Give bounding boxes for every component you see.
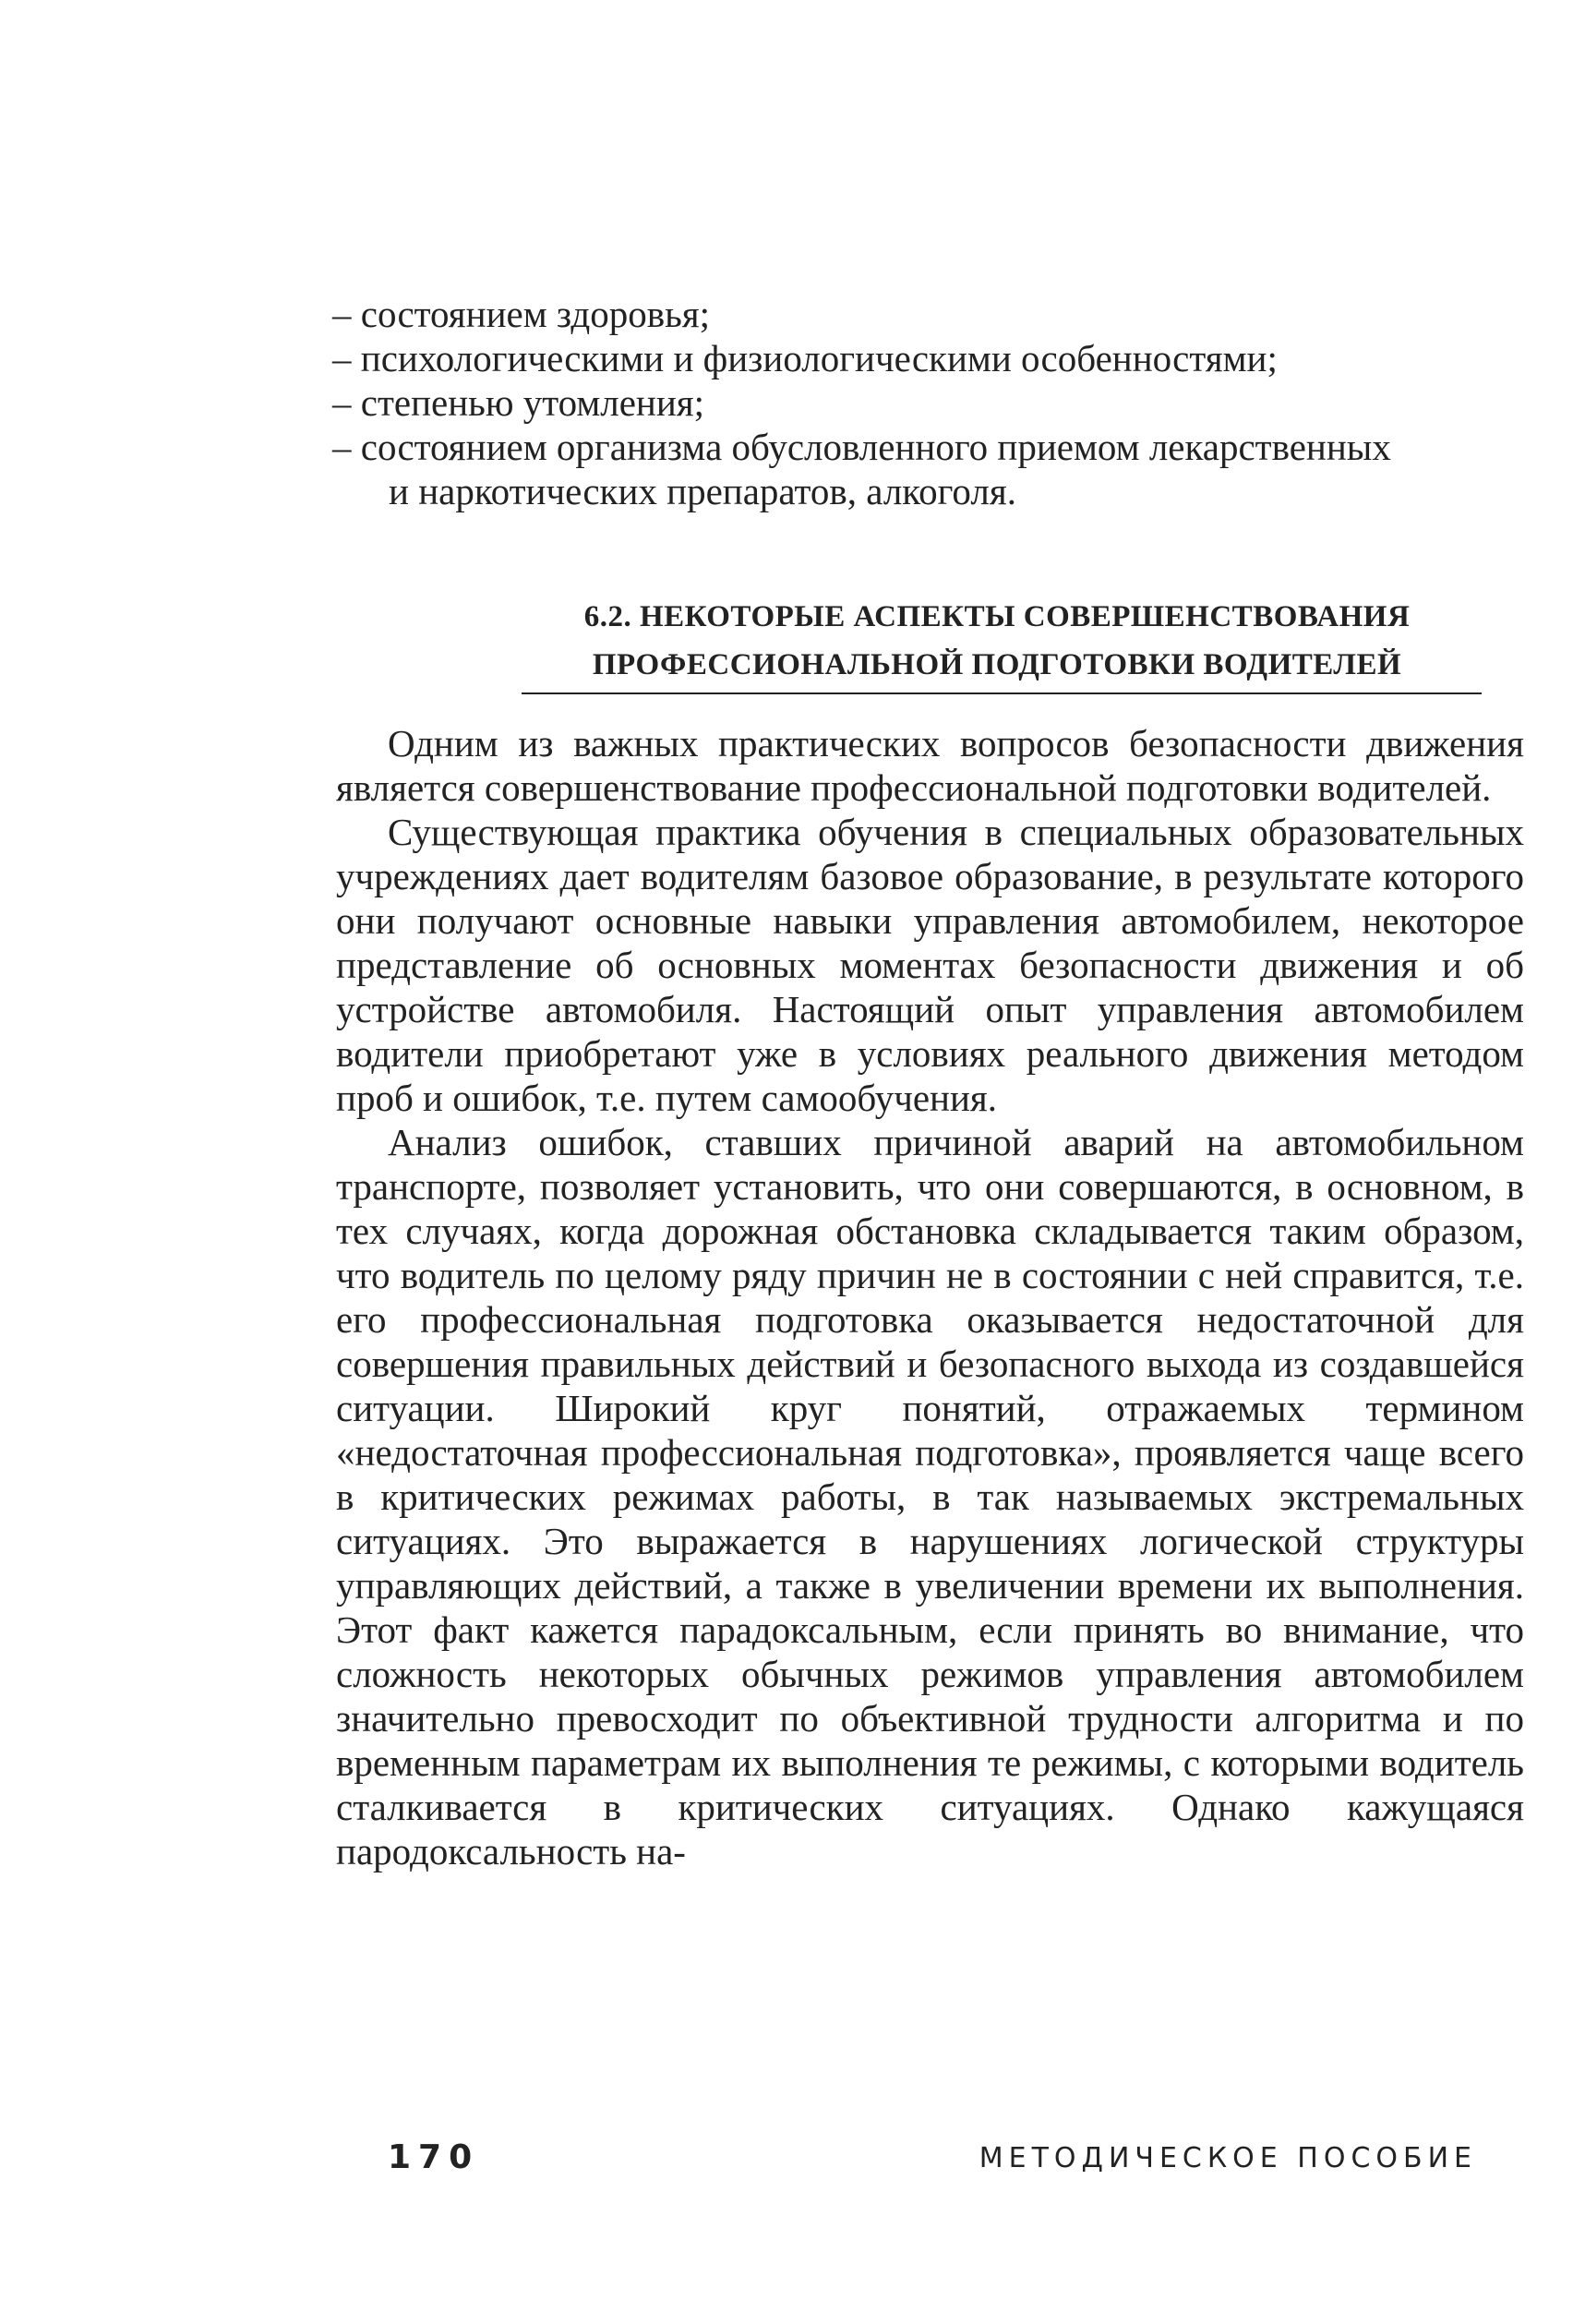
heading-underline [522, 692, 1482, 694]
page-number: 170 [388, 2138, 480, 2176]
list-item: – степенью утомления; [332, 381, 705, 424]
list-item-continuation: и наркотических препаратов, алкоголя. [389, 470, 1016, 512]
body-text [336, 721, 1524, 1873]
list-item: – психологическими и физиологическими особенностями; [332, 337, 1278, 379]
section-heading [512, 593, 1482, 689]
list-item: – состоянием организма обусловленного приемом лекарственных [332, 426, 1391, 468]
section-heading-line-2: ПРОФЕССИОНАЛЬНОЙ ПОДГОТОВКИ ВОДИТЕЛЕЙ [592, 648, 1402, 681]
list-item: – состоянием здоровья; [332, 293, 711, 335]
paragraph: Анализ ошибок, ставших причиной аварий на автомобильном транспорте, позволяет установить, что они совершаются, в основном, в тех случаях, когда дорожная обстановка складывается таким образом, что водитель по целому ряду причин не в состоянии с ней справится, т.е. его профессиональная подготовка оказывается недостаточной для совершения правильных действий и безопасного выхода из создавшейся ситуации. Широкий круг понятий, отражаемых термином «недостаточная профессиональная подготовка», проявляется чаще всего в критических режимах работы, в так называемых экстремальных ситуациях. Это выражается в нарушениях логической структуры управляющих действий, а также в увеличении времени их выполнения. Этот факт кажется парадоксальным, если принять во внимание, что сложность некоторых обычных режимов управления автомобилем значительно превосходит по объективной трудности алгоритма и по временным параметрам их выполнения те режимы, с которыми водитель сталкивается в критических ситуациях. Однако кажущаяся пародоксальность на- [336, 1121, 1524, 1872]
page-footer [388, 2138, 1477, 2185]
bullet-list [332, 292, 1523, 513]
paragraph: Существующая практика обучения в специальных образовательных учреждениях дает водителям базовое образование, в результате которого они получают основные навыки управления автомобилем, некоторое представление об основных моментах безопасности движения и об устройстве автомобиля. Настоящий опыт управления автомобилем водители приобретают уже в условиях реального движения методом проб и ошибок, т.е. путем самообучения. [336, 811, 1524, 1119]
running-title: МЕТОДИЧЕСКОЕ ПОСОБИЕ [979, 2142, 1477, 2174]
section-heading-line-1: 6.2. НЕКОТОРЫЕ АСПЕКТЫ СОВЕРШЕНСТВОВАНИЯ [583, 600, 1411, 633]
paragraph: Одним из важных практических вопросов безопасности движения является совершенствование профессиональной подготовки водителей. [336, 722, 1524, 809]
